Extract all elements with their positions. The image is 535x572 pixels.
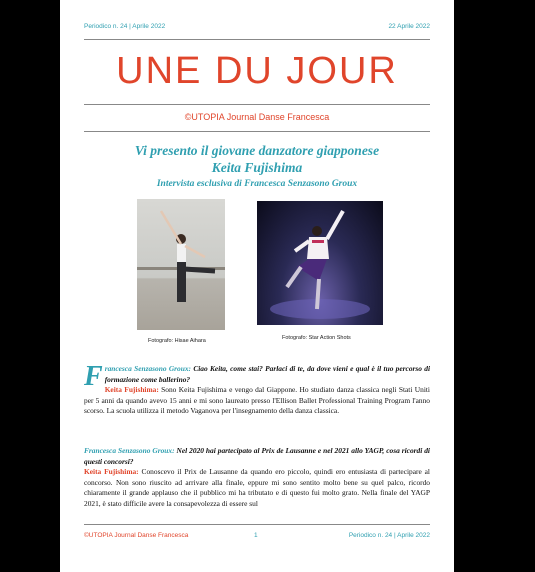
dancer-photo-stage — [257, 201, 383, 325]
a1-text: Sono Keita Fujishima e vengo dal Giappone. Ho studiato danza classica negli Stati Uniti per 5 anni da quando avevo 15 anni e mi sono laureato presso l'Ellison Ballet Professional Training Program l'anno scorso. La scuola utilizza il metodo Vaganova per l'insegnamento della danza classica. — [84, 385, 430, 415]
drop-cap: F — [84, 361, 103, 392]
header-issue: Periodico n. 24 | Aprile 2022 — [84, 23, 166, 30]
footer-journal: ©UTOPIA Journal Danse Francesca — [84, 532, 189, 539]
footer-issue: Periodico n. 24 | Aprile 2022 — [348, 532, 430, 539]
dancer-photo-studio — [137, 199, 225, 330]
title-line-2: Keita Fujishima — [211, 160, 303, 175]
footer-rule — [84, 524, 430, 525]
a2-text: Conoscevo il Prix de Lausanne da quando ero piccolo, quindi ero entusiasta di partecipare al concorso. Non sono riuscito ad arrivare alla finale, eppure mi sono sentito molto bene su quel palco, ricordo chiaramente il grande applauso che il pubblico mi ha tributato e di questo fui molto grato. Nella finale del YAGP 2021, è stato difficile avere la consapevolezza di essere sul — [84, 467, 430, 508]
title-line-1: Vi presento il giovane danzatore giapponese — [134, 143, 380, 158]
article-title — [60, 142, 454, 176]
interview-block-1 — [84, 361, 431, 417]
a2-speaker: Keita Fujishima: — [84, 467, 139, 476]
header-rule — [84, 39, 430, 40]
masthead: UNE DU JOUR — [116, 50, 398, 92]
q2-speaker: Francesca Senzasono Groux: — [84, 446, 175, 455]
photo1-caption: Fotografo: Hisae Aihara — [148, 338, 206, 344]
masthead-rule — [84, 104, 430, 105]
header-date: 22 Aprile 2022 — [388, 23, 430, 30]
a1-speaker: Keita Fujishima: — [104, 385, 159, 394]
article-subtitle: Intervista esclusiva di Francesca Senzasono Groux — [156, 179, 358, 189]
q1-speaker: rancesca Senzasono Groux: — [104, 364, 192, 373]
page-number: 1 — [254, 532, 258, 539]
journal-rule — [84, 131, 430, 132]
q1-text: Ciao Keita, come stai? Parlaci di te, da dove vieni e qual è il tuo percorso di formazione come ballerino? — [104, 364, 431, 384]
journal-name: ©UTOPIA Journal Danse Francesca — [184, 112, 330, 122]
q2-text: Nel 2020 hai partecipato al Prix de Lausanne e nel 2021 allo YAGP, cosa ricordi di questi concorsi? — [84, 446, 430, 466]
document-page — [60, 0, 454, 572]
photo2-caption: Fotografo: Star Action Shots — [282, 335, 351, 341]
interview-block-2 — [84, 446, 430, 509]
